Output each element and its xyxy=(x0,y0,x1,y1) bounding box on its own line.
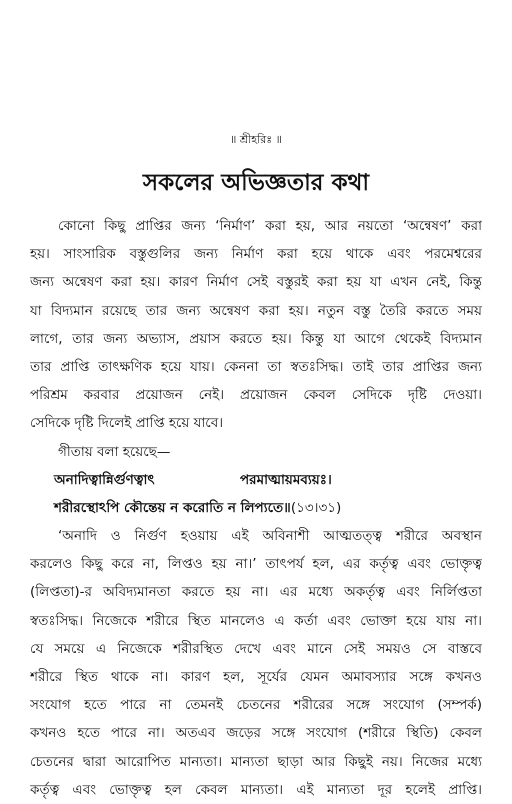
verse-line-2-text: শরীরস্থোঽপি কৌন্তেয় ন করোতি ন লিপ্যতে॥ xyxy=(54,499,291,516)
verse-line-1 xyxy=(30,466,482,494)
paragraph-line: চেতনের দ্বারা আরোপিত মান্যতা। মান্যতা ছাড়া আর কিছুই নয়। নিজের মধ্যে xyxy=(30,753,482,770)
paragraph-line: যা বিদ্যমান রয়েছে তার জন্য অন্বেষণ করা হয়। নতুন বস্তু তৈরি করতে সময় xyxy=(30,302,482,319)
page-header: ॥ শ্রীহরিঃ ॥ xyxy=(230,133,282,146)
body-text xyxy=(30,212,482,804)
verse-line-1-right: পরমাত্মায়মব্যয়ঃ। xyxy=(240,471,332,488)
gita-intro: গীতায় বলা হয়েছে— xyxy=(58,443,171,460)
paragraph-line: সংযোগ হতে পারে না তেমনই চেতনের শরীরের সঙ্গে সংযোগ (সম্পর্ক) xyxy=(30,697,482,714)
paragraph-line: কোনো কিছু প্রাপ্তির জন্য ‘নির্মাণ’ করা হয়, আর নয়তো ‘অন্বেষণ’ করা xyxy=(58,218,482,234)
paragraph-line: কর্তৃত্ব এবং ভোক্তৃত্ব হল কেবল মান্যতা। এই মান্যতা দূর হলেই প্রাপ্তি। xyxy=(30,781,482,798)
page-title: সকলের অভিজ্ঞতার কথা xyxy=(142,170,370,196)
paragraph-line: লাগে, তার জন্য অভ্যাস, প্রয়াস করতে হয়। কিন্তু যা আগে থেকেই বিদ্যমান xyxy=(30,330,482,347)
paragraph-line: (লিপ্ততা)-র অবিদ্যমানতা করতে হয় না। এর মধ্যে অকর্তৃত্ব এবং নির্লিপ্ততা xyxy=(30,584,482,601)
verse-line-1-left: অনাদিত্বান্নির্গুণত্বাৎ xyxy=(54,471,155,488)
paragraph-line: তার প্রাপ্তি তাৎক্ষণিক হয়ে যায়। কেননা তা স্বতঃসিদ্ধ। তাই তার প্রাপ্তির জন্য xyxy=(30,358,482,375)
paragraph-line: করলেও কিছু করে না, লিপ্তও হয় না।’ তাৎপর্য হল, এর কর্তৃত্ব এবং ভোক্তৃত্ব xyxy=(30,556,482,573)
paragraph-line: কখনও হতে পারে না। অতএব জড়ের সঙ্গে সংযোগ (শরীরে স্থিতি) কেবল xyxy=(30,725,482,742)
paragraph-line: শরীরে স্থিত থাকে না। কারণ হল, সূর্যের যেমন অমাবস্যার সঙ্গে কখনও xyxy=(30,669,482,685)
paragraph-line: সেদিকে দৃষ্টি দিলেই প্রাপ্তি হয়ে যাবে। xyxy=(30,415,224,432)
paragraph-line: পরিশ্রম করবার প্রয়োজন নেই। প্রয়োজন কেবল সেদিকে দৃষ্টি দেওয়া। xyxy=(30,387,482,404)
paragraph-line: ‘অনাদি ও নির্গুণ হওয়ায় এই অবিনাশী আত্মতত্ত্ব শরীরে অবস্থান xyxy=(58,528,482,545)
verse-reference: (১৩।৩১) xyxy=(290,499,342,516)
paragraph-line: যে সময়ে এ নিজেকে শরীরস্থিত দেখে এবং মানে সেই সময়ও সে বাস্তবে xyxy=(30,640,482,657)
paragraph-line: হয়। সাংসারিক বস্তুগুলির জন্য নির্মাণ করা হয়ে থাকে এবং পরমেশ্বরের xyxy=(30,246,482,263)
paragraph-line: স্বতঃসিদ্ধ। নিজেকে শরীরে স্থিত মানলেও এ কর্তা এবং ভোক্তা হয়ে যায় না। xyxy=(30,612,482,629)
verse-line-2 xyxy=(30,494,482,522)
paragraph-line: জন্য অন্বেষণ করা হয়। কারণ নির্মাণ সেই বস্তুরই করা হয় যা এখন নেই, কিন্তু xyxy=(30,274,482,291)
